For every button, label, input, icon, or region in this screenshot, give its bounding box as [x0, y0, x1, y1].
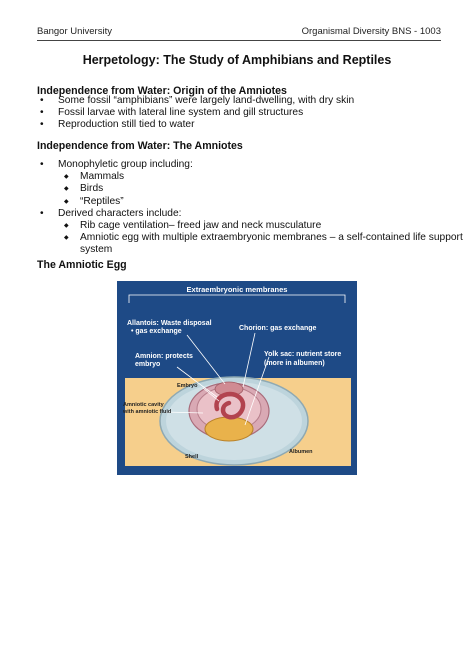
- allantois-label: • gas exchange: [131, 328, 182, 335]
- albumen-label: Albumen: [289, 449, 313, 455]
- yolk-sac: [205, 417, 253, 441]
- section2-list: [37, 159, 463, 257]
- amnion-label: embryo: [135, 361, 161, 368]
- page-title: Herpetology: The Study of Amphibians and Reptiles: [82, 53, 392, 67]
- section1-item: • Reproduction still tied to water: [37, 119, 354, 131]
- section2-heading: Independence from Water: The Amniotes: [37, 140, 243, 152]
- amniotic-cavity-label: with amniotic fluid: [123, 409, 172, 415]
- section2-subitem: ◆ Mammals: [37, 171, 463, 183]
- amnion-label: Amnion: protects: [135, 353, 193, 360]
- section2-subitem: ◆ Birds: [37, 183, 463, 195]
- yolk-sac-label: Yolk sac: nutrient store: [264, 351, 342, 358]
- section1-item: • Some fossil “amphibians” were largely land-dwelling, with dry skin: [37, 95, 354, 107]
- amniotic-egg-figure: [117, 281, 357, 475]
- header-left: Bangor University: [37, 26, 112, 37]
- section2-item: • Derived characters include:: [37, 208, 463, 220]
- amniotic-cavity-label: Amniotic cavity: [123, 402, 164, 408]
- section1-list: [37, 95, 354, 132]
- section2-subitem: ◆ “Reptiles”: [37, 196, 463, 208]
- chorion-label: Chorion: gas exchange: [239, 325, 317, 332]
- section1-item: • Fossil larvae with lateral line system and gill structures: [37, 107, 354, 119]
- allantois-label: Allantois: Waste disposal: [127, 320, 212, 327]
- banner-label: Extraembryonic membranes: [186, 285, 288, 294]
- yolk-sac-label: (more in albumen): [264, 360, 325, 367]
- embryo-label: Embryo: [177, 383, 198, 389]
- section3-heading: The Amniotic Egg: [37, 259, 127, 271]
- amniotic-egg-diagram: [117, 281, 357, 475]
- header-divider: [37, 40, 441, 41]
- shell-label: Shell: [185, 454, 199, 460]
- section2-subitem: ◆ Rib cage ventilation– freed jaw and neck musculature: [37, 220, 463, 232]
- section2-subitem: ◆ Amniotic egg with multiple extraembryonic membranes – a self-contained life support: [37, 232, 463, 244]
- header-right: Organismal Diversity BNS - 1003: [301, 26, 441, 37]
- section2-item: • Monophyletic group including:: [37, 159, 463, 171]
- section2-subitem-continuation: system: [80, 244, 113, 256]
- section1-heading: Independence from Water: Origin of the Amniotes: [37, 85, 287, 97]
